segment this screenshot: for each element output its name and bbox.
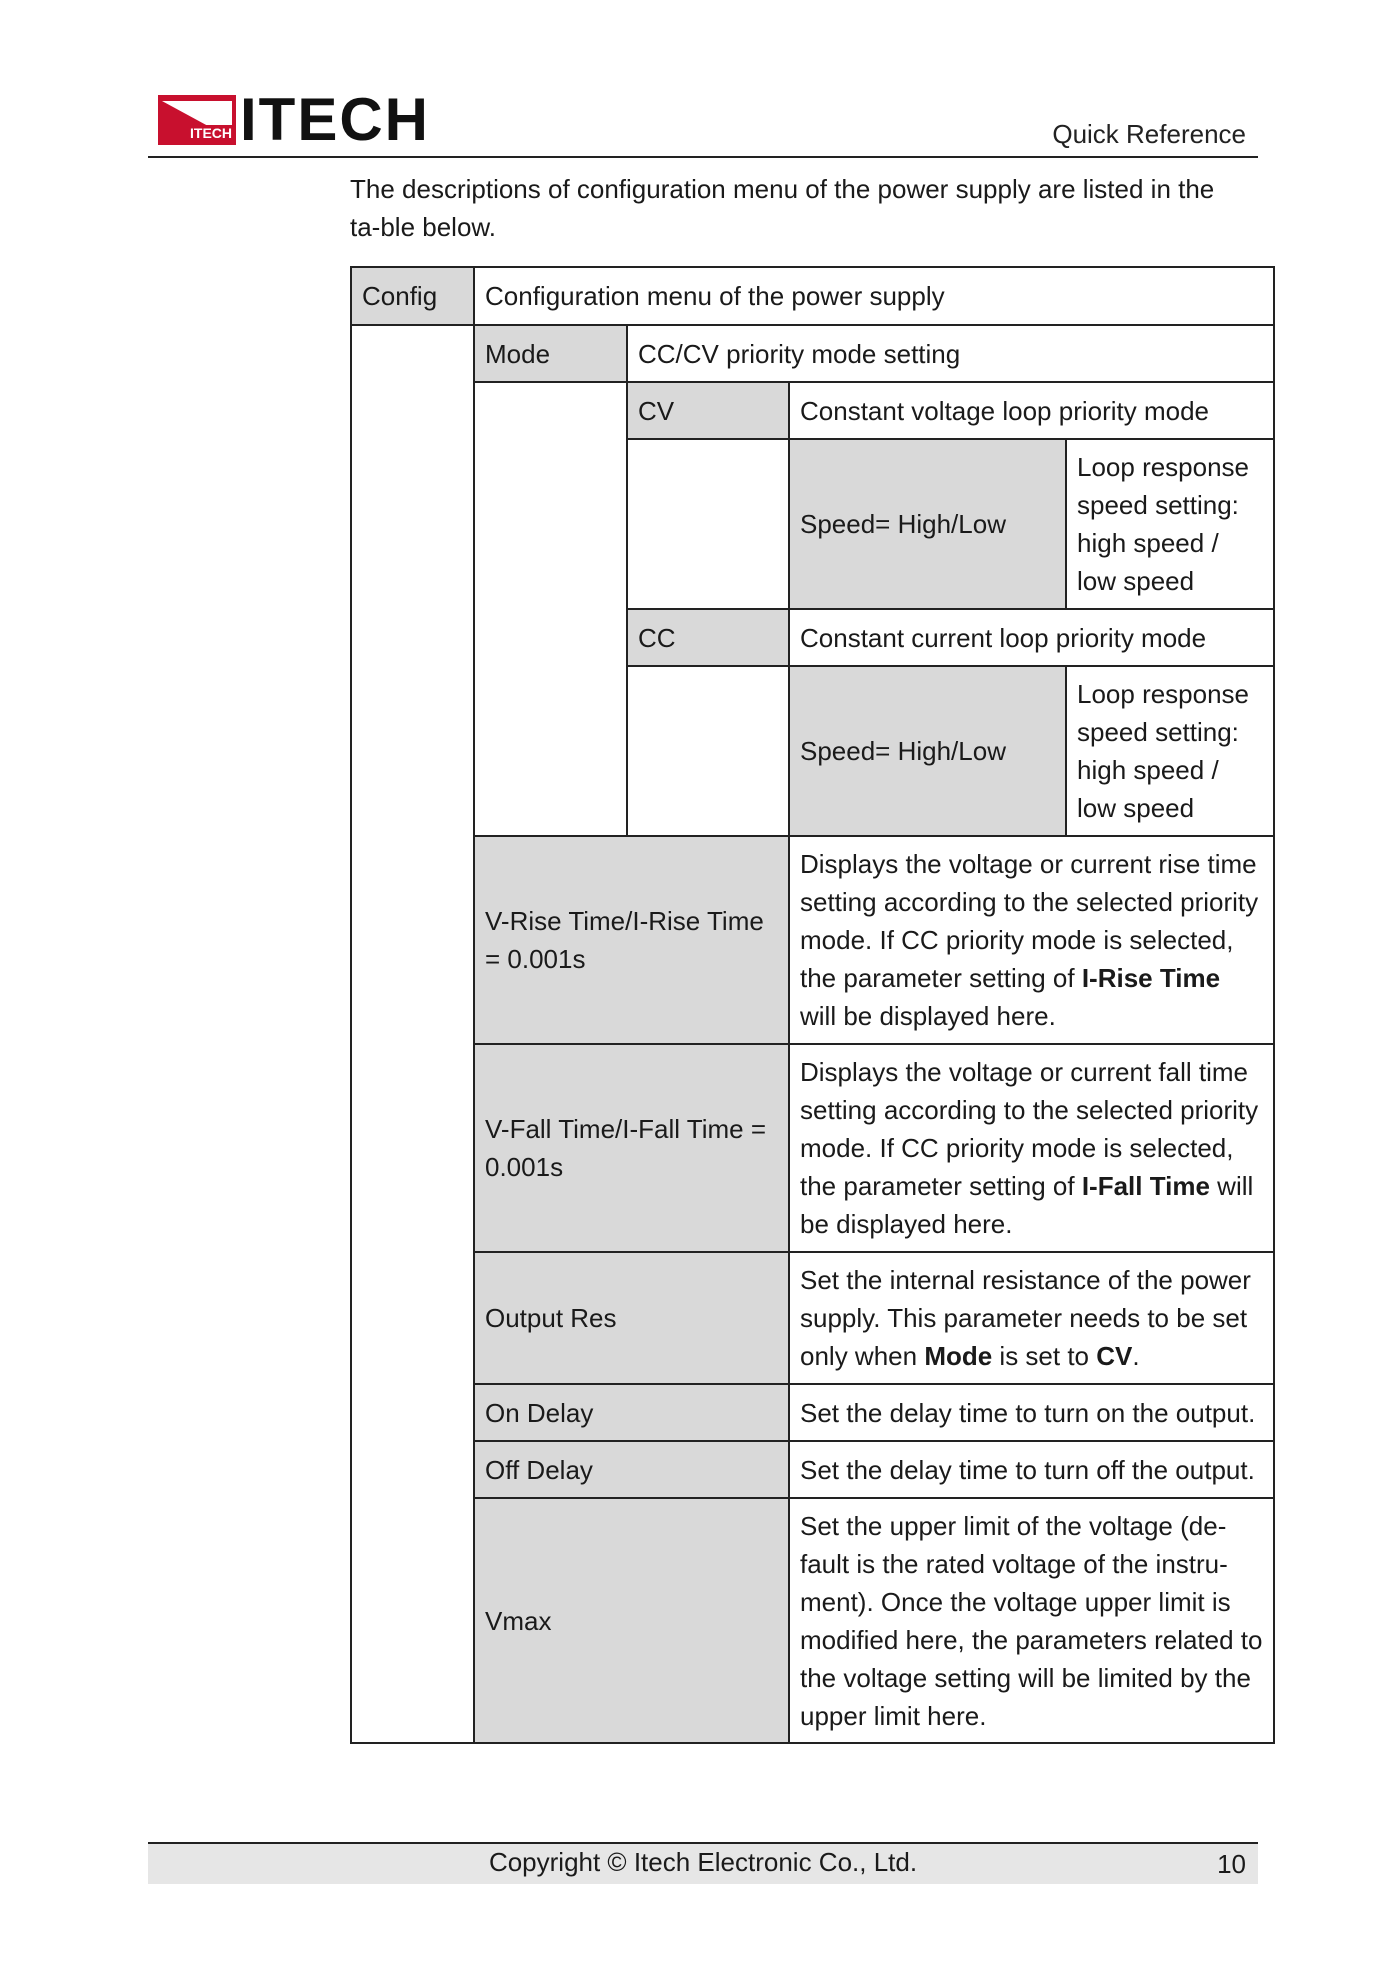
fall-desc-pre: Displays the voltage or current fall time setting according to the selected priority mode. If CC priority mode is selected, the parameter setting of bbox=[800, 1057, 1259, 1201]
itech-logo bbox=[158, 86, 430, 153]
cv-desc: Constant voltage loop priority mode bbox=[789, 382, 1274, 439]
cc-label: CC bbox=[627, 609, 789, 666]
off-delay-desc: Set the delay time to turn off the output. bbox=[789, 1441, 1274, 1498]
output-res-desc bbox=[789, 1252, 1274, 1384]
footer-copyright: Copyright © Itech Electronic Co., Ltd. bbox=[488, 1847, 918, 1877]
table-row bbox=[351, 382, 1274, 439]
vmax-desc: Set the upper limit of the voltage (de-fault is the rated voltage of the instru-ment). Once the voltage upper limit is modified here, the parameters related to the voltage setting will be limited by the upper limit here. bbox=[789, 1498, 1274, 1743]
table-row bbox=[351, 325, 1274, 382]
output-res-desc-pre: Set the internal resistance of the power supply. This parameter needs to be set only when bbox=[800, 1265, 1251, 1371]
mode-label: Mode bbox=[474, 325, 627, 382]
config-desc: Configuration menu of the power supply bbox=[474, 267, 1274, 325]
table-row bbox=[351, 1252, 1274, 1384]
fall-desc-post: will be displayed here. bbox=[800, 1171, 1254, 1239]
page-header bbox=[148, 86, 1258, 158]
fall-time-desc bbox=[789, 1044, 1274, 1252]
rise-desc-post: will be displayed here. bbox=[800, 1001, 1056, 1031]
config-label: Config bbox=[351, 267, 474, 325]
fall-time-label: V-Fall Time/I-Fall Time = 0.001s bbox=[474, 1044, 789, 1252]
logo-small-text: ITECH bbox=[190, 125, 232, 141]
rise-time-label: V-Rise Time/I-Rise Time = 0.001s bbox=[474, 836, 789, 1044]
config-indent-cell bbox=[351, 325, 474, 1743]
table-row bbox=[351, 1384, 1274, 1441]
page-number: 10 bbox=[1217, 1849, 1246, 1879]
rise-desc-bold: I-Rise Time bbox=[1081, 963, 1221, 993]
cv-indent-cell bbox=[627, 439, 789, 609]
output-res-desc-post: . bbox=[1132, 1341, 1140, 1371]
header-title: Quick Reference bbox=[1052, 119, 1246, 149]
rise-time-desc bbox=[789, 836, 1274, 1044]
table-row bbox=[351, 1441, 1274, 1498]
on-delay-desc: Set the delay time to turn on the output. bbox=[789, 1384, 1274, 1441]
intro-paragraph: The descriptions of configuration menu of the power supply are listed in the ta-ble below. bbox=[350, 174, 1215, 242]
mode-desc: CC/CV priority mode setting bbox=[627, 325, 1274, 382]
output-res-desc-bold1: Mode bbox=[924, 1341, 993, 1371]
cv-label: CV bbox=[627, 382, 789, 439]
page-footer bbox=[148, 1842, 1258, 1884]
table-row bbox=[351, 1044, 1274, 1252]
rise-desc-pre: Displays the voltage or current rise time setting according to the selected priority mode. If CC priority mode is selected, the parameter setting of bbox=[800, 849, 1259, 993]
output-res-label: Output Res bbox=[474, 1252, 789, 1384]
logo-mark-icon bbox=[158, 95, 236, 145]
fall-desc-bold: I-Fall Time bbox=[1081, 1171, 1210, 1201]
table-row bbox=[351, 267, 1274, 325]
logo-wordmark: ITECH bbox=[240, 86, 430, 153]
vmax-label: Vmax bbox=[474, 1498, 789, 1743]
cc-speed-desc: Loop response speed setting: high speed / low speed bbox=[1066, 666, 1274, 836]
cc-desc: Constant current loop priority mode bbox=[789, 609, 1274, 666]
cc-speed-label: Speed= High/Low bbox=[789, 666, 1066, 836]
output-res-desc-bold2: CV bbox=[1096, 1341, 1133, 1371]
on-delay-label: On Delay bbox=[474, 1384, 789, 1441]
mode-indent-cell bbox=[474, 382, 627, 836]
off-delay-label: Off Delay bbox=[474, 1441, 789, 1498]
cv-speed-desc: Loop response speed setting: high speed / low speed bbox=[1066, 439, 1274, 609]
table-row bbox=[351, 1498, 1274, 1743]
config-menu-table bbox=[350, 266, 1275, 1744]
cc-indent-cell bbox=[627, 666, 789, 836]
output-res-desc-mid: is set to bbox=[992, 1341, 1097, 1371]
cv-speed-label: Speed= High/Low bbox=[789, 439, 1066, 609]
table-row bbox=[351, 836, 1274, 1044]
